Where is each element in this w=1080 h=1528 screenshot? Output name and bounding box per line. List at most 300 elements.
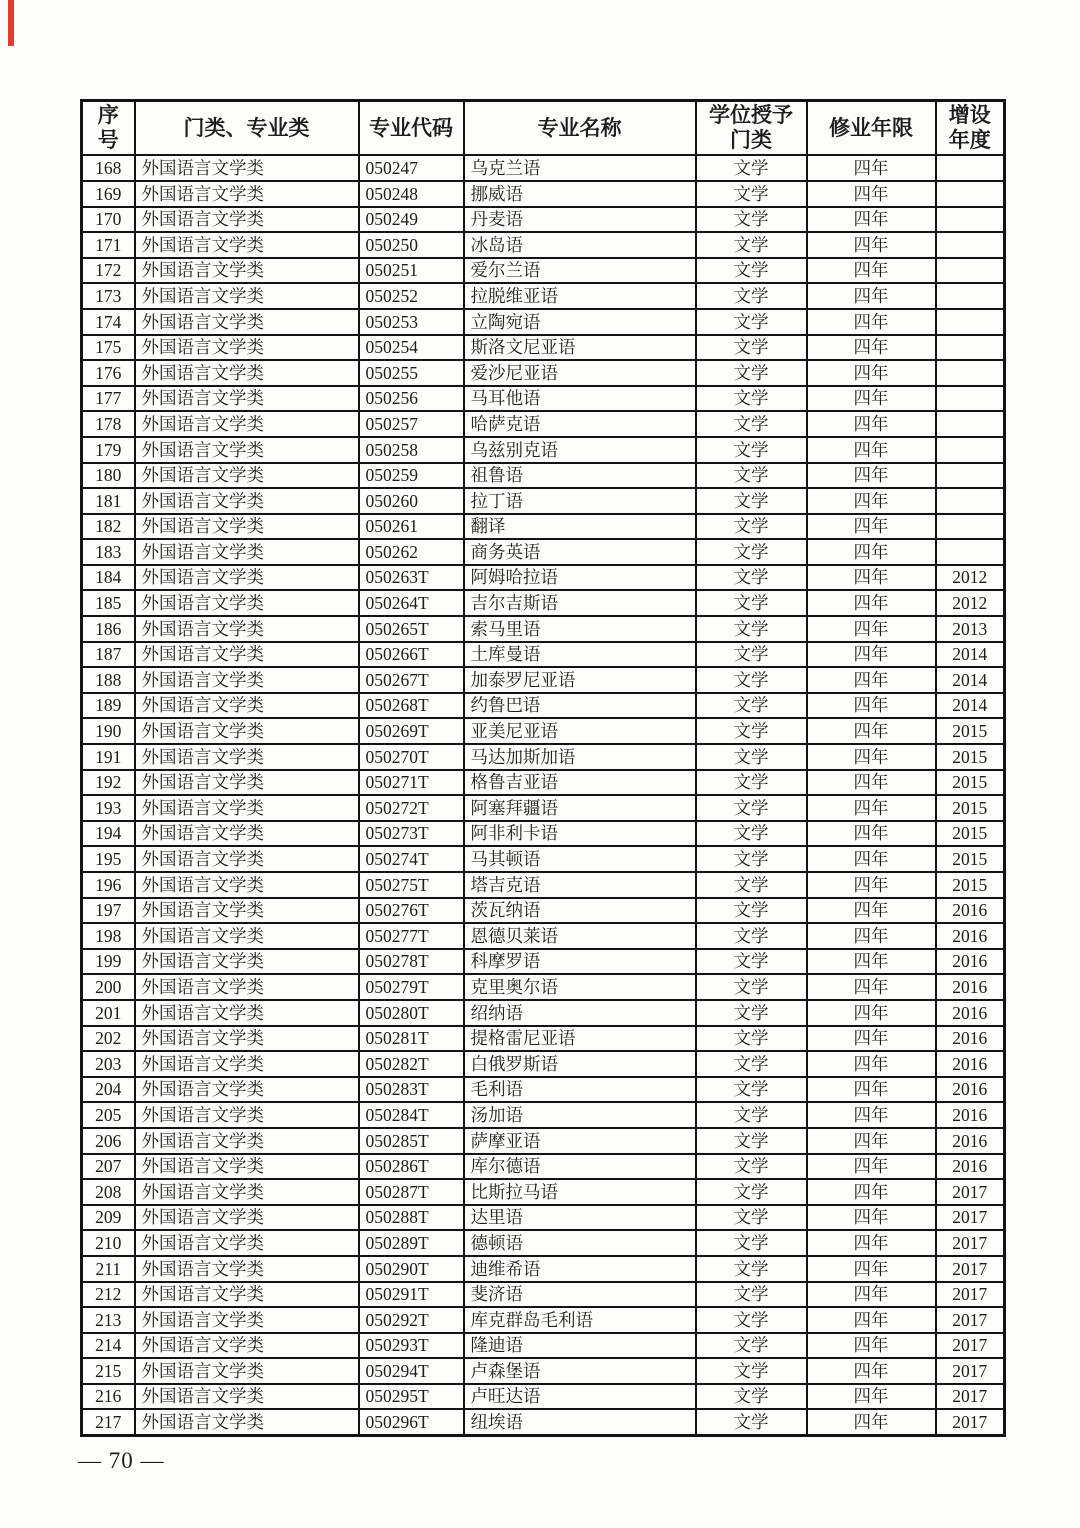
cell-name: 土库曼语	[464, 642, 696, 668]
cell-seq: 175	[82, 335, 135, 361]
cell-category: 外国语言文学类	[135, 309, 359, 335]
cell-name: 立陶宛语	[464, 309, 696, 335]
cell-year-added: 2016	[936, 1051, 1005, 1077]
cell-study-years: 四年	[807, 846, 936, 872]
cell-seq: 217	[82, 1409, 135, 1435]
cell-name: 马达加斯加语	[464, 744, 696, 770]
cell-seq: 200	[82, 974, 135, 1000]
cell-degree-category: 文学	[696, 744, 807, 770]
cell-year-added	[936, 386, 1005, 412]
table-row	[82, 283, 1005, 309]
cell-code: 050286T	[359, 1154, 464, 1180]
cell-study-years: 四年	[807, 1077, 936, 1103]
table-row	[82, 155, 1005, 181]
cell-name: 商务英语	[464, 539, 696, 565]
cell-study-years: 四年	[807, 258, 936, 284]
cell-seq: 197	[82, 898, 135, 924]
cell-degree-category: 文学	[696, 1000, 807, 1026]
cell-study-years: 四年	[807, 1026, 936, 1052]
cell-category: 外国语言文学类	[135, 1333, 359, 1359]
cell-year-added	[936, 437, 1005, 463]
cell-category: 外国语言文学类	[135, 488, 359, 514]
cell-year-added: 2012	[936, 590, 1005, 616]
cell-degree-category: 文学	[696, 181, 807, 207]
cell-year-added: 2017	[936, 1409, 1005, 1435]
cell-degree-category: 文学	[696, 1307, 807, 1333]
table-row	[82, 1384, 1005, 1410]
cell-name: 库克群岛毛利语	[464, 1307, 696, 1333]
cell-seq: 210	[82, 1230, 135, 1256]
cell-degree-category: 文学	[696, 463, 807, 489]
cell-seq: 192	[82, 770, 135, 796]
header-category: 门类、专业类	[135, 101, 359, 156]
cell-study-years: 四年	[807, 539, 936, 565]
cell-study-years: 四年	[807, 1358, 936, 1384]
cell-code: 050265T	[359, 616, 464, 642]
cell-code: 050262	[359, 539, 464, 565]
cell-code: 050263T	[359, 565, 464, 591]
cell-category: 外国语言文学类	[135, 335, 359, 361]
cell-category: 外国语言文学类	[135, 1307, 359, 1333]
table-row	[82, 514, 1005, 540]
cell-year-added	[936, 360, 1005, 386]
table-row	[82, 1205, 1005, 1231]
cell-year-added	[936, 258, 1005, 284]
cell-name: 拉丁语	[464, 488, 696, 514]
cell-code: 050257	[359, 411, 464, 437]
cell-code: 050269T	[359, 718, 464, 744]
cell-name: 乌兹别克语	[464, 437, 696, 463]
cell-seq: 203	[82, 1051, 135, 1077]
table-row	[82, 539, 1005, 565]
cell-study-years: 四年	[807, 1230, 936, 1256]
cell-degree-category: 文学	[696, 1077, 807, 1103]
table-row	[82, 1051, 1005, 1077]
cell-seq: 172	[82, 258, 135, 284]
table-row	[82, 693, 1005, 719]
cell-category: 外国语言文学类	[135, 1256, 359, 1282]
cell-year-added: 2017	[936, 1307, 1005, 1333]
table-row	[82, 1230, 1005, 1256]
cell-year-added	[936, 232, 1005, 258]
cell-degree-category: 文学	[696, 437, 807, 463]
cell-year-added: 2015	[936, 718, 1005, 744]
cell-seq: 216	[82, 1384, 135, 1410]
cell-code: 050284T	[359, 1102, 464, 1128]
cell-name: 阿非利卡语	[464, 821, 696, 847]
cell-name: 德顿语	[464, 1230, 696, 1256]
cell-degree-category: 文学	[696, 1205, 807, 1231]
cell-seq: 215	[82, 1358, 135, 1384]
cell-category: 外国语言文学类	[135, 770, 359, 796]
cell-year-added: 2016	[936, 1154, 1005, 1180]
cell-degree-category: 文学	[696, 1051, 807, 1077]
cell-name: 拉脱维亚语	[464, 283, 696, 309]
cell-study-years: 四年	[807, 872, 936, 898]
table-row	[82, 1333, 1005, 1359]
cell-year-added: 2017	[936, 1333, 1005, 1359]
cell-seq: 182	[82, 514, 135, 540]
cell-study-years: 四年	[807, 437, 936, 463]
cell-seq: 214	[82, 1333, 135, 1359]
cell-name: 吉尔吉斯语	[464, 590, 696, 616]
cell-category: 外国语言文学类	[135, 616, 359, 642]
cell-category: 外国语言文学类	[135, 795, 359, 821]
cell-degree-category: 文学	[696, 1230, 807, 1256]
cell-study-years: 四年	[807, 155, 936, 181]
cell-code: 050253	[359, 309, 464, 335]
header-degree-category: 学位授予门类	[696, 101, 807, 156]
cell-seq: 205	[82, 1102, 135, 1128]
table-row	[82, 1409, 1005, 1435]
cell-name: 爱尔兰语	[464, 258, 696, 284]
cell-seq: 199	[82, 949, 135, 975]
cell-code: 050290T	[359, 1256, 464, 1282]
cell-code: 050256	[359, 386, 464, 412]
table-row	[82, 1307, 1005, 1333]
cell-seq: 184	[82, 565, 135, 591]
cell-name: 约鲁巴语	[464, 693, 696, 719]
cell-category: 外国语言文学类	[135, 1358, 359, 1384]
cell-category: 外国语言文学类	[135, 1051, 359, 1077]
cell-name: 阿塞拜疆语	[464, 795, 696, 821]
cell-study-years: 四年	[807, 770, 936, 796]
cell-study-years: 四年	[807, 693, 936, 719]
table-row	[82, 1026, 1005, 1052]
cell-degree-category: 文学	[696, 642, 807, 668]
cell-seq: 206	[82, 1128, 135, 1154]
cell-degree-category: 文学	[696, 1154, 807, 1180]
cell-seq: 212	[82, 1282, 135, 1308]
cell-study-years: 四年	[807, 590, 936, 616]
cell-study-years: 四年	[807, 642, 936, 668]
cell-degree-category: 文学	[696, 693, 807, 719]
table-row	[82, 360, 1005, 386]
cell-seq: 170	[82, 207, 135, 233]
cell-code: 050270T	[359, 744, 464, 770]
cell-category: 外国语言文学类	[135, 974, 359, 1000]
cell-seq: 190	[82, 718, 135, 744]
cell-year-added: 2015	[936, 821, 1005, 847]
cell-degree-category: 文学	[696, 1102, 807, 1128]
cell-degree-category: 文学	[696, 1179, 807, 1205]
cell-name: 提格雷尼亚语	[464, 1026, 696, 1052]
table-row	[82, 1256, 1005, 1282]
cell-name: 隆迪语	[464, 1333, 696, 1359]
cell-study-years: 四年	[807, 488, 936, 514]
cell-code: 050251	[359, 258, 464, 284]
cell-code: 050273T	[359, 821, 464, 847]
table-row	[82, 846, 1005, 872]
cell-category: 外国语言文学类	[135, 437, 359, 463]
cell-degree-category: 文学	[696, 1282, 807, 1308]
cell-degree-category: 文学	[696, 923, 807, 949]
cell-study-years: 四年	[807, 309, 936, 335]
cell-category: 外国语言文学类	[135, 1000, 359, 1026]
cell-code: 050279T	[359, 974, 464, 1000]
cell-seq: 180	[82, 463, 135, 489]
cell-code: 050250	[359, 232, 464, 258]
cell-degree-category: 文学	[696, 872, 807, 898]
cell-degree-category: 文学	[696, 232, 807, 258]
cell-code: 050260	[359, 488, 464, 514]
cell-name: 哈萨克语	[464, 411, 696, 437]
table-row	[82, 207, 1005, 233]
cell-category: 外国语言文学类	[135, 232, 359, 258]
cell-study-years: 四年	[807, 616, 936, 642]
table-row	[82, 437, 1005, 463]
cell-category: 外国语言文学类	[135, 1102, 359, 1128]
cell-degree-category: 文学	[696, 1026, 807, 1052]
cell-code: 050264T	[359, 590, 464, 616]
cell-seq: 194	[82, 821, 135, 847]
cell-degree-category: 文学	[696, 1256, 807, 1282]
header-code: 专业代码	[359, 101, 464, 156]
red-accent-mark	[8, 0, 14, 46]
cell-year-added: 2015	[936, 744, 1005, 770]
cell-study-years: 四年	[807, 360, 936, 386]
cell-category: 外国语言文学类	[135, 642, 359, 668]
cell-study-years: 四年	[807, 1333, 936, 1359]
cell-year-added: 2016	[936, 1026, 1005, 1052]
cell-name: 卢森堡语	[464, 1358, 696, 1384]
cell-name: 冰岛语	[464, 232, 696, 258]
table-row	[82, 258, 1005, 284]
cell-code: 050268T	[359, 693, 464, 719]
cell-name: 迪维希语	[464, 1256, 696, 1282]
cell-name: 达里语	[464, 1205, 696, 1231]
cell-seq: 174	[82, 309, 135, 335]
cell-year-added: 2017	[936, 1205, 1005, 1231]
cell-name: 卢旺达语	[464, 1384, 696, 1410]
cell-degree-category: 文学	[696, 283, 807, 309]
cell-study-years: 四年	[807, 386, 936, 412]
cell-seq: 177	[82, 386, 135, 412]
cell-study-years: 四年	[807, 821, 936, 847]
cell-category: 外国语言文学类	[135, 821, 359, 847]
table-row	[82, 309, 1005, 335]
table-row	[82, 232, 1005, 258]
cell-code: 050285T	[359, 1128, 464, 1154]
cell-category: 外国语言文学类	[135, 1282, 359, 1308]
cell-name: 斐济语	[464, 1282, 696, 1308]
cell-category: 外国语言文学类	[135, 1128, 359, 1154]
cell-seq: 187	[82, 642, 135, 668]
cell-code: 050282T	[359, 1051, 464, 1077]
table-row	[82, 386, 1005, 412]
cell-seq: 211	[82, 1256, 135, 1282]
cell-degree-category: 文学	[696, 309, 807, 335]
cell-year-added: 2016	[936, 898, 1005, 924]
cell-category: 外国语言文学类	[135, 514, 359, 540]
cell-degree-category: 文学	[696, 1128, 807, 1154]
table-row	[82, 718, 1005, 744]
cell-degree-category: 文学	[696, 360, 807, 386]
cell-code: 050283T	[359, 1077, 464, 1103]
cell-code: 050275T	[359, 872, 464, 898]
cell-category: 外国语言文学类	[135, 565, 359, 591]
cell-year-added: 2017	[936, 1256, 1005, 1282]
cell-category: 外国语言文学类	[135, 718, 359, 744]
cell-seq: 185	[82, 590, 135, 616]
cell-study-years: 四年	[807, 744, 936, 770]
cell-degree-category: 文学	[696, 488, 807, 514]
cell-seq: 196	[82, 872, 135, 898]
cell-name: 马其顿语	[464, 846, 696, 872]
cell-category: 外国语言文学类	[135, 846, 359, 872]
cell-name: 乌克兰语	[464, 155, 696, 181]
cell-seq: 195	[82, 846, 135, 872]
table-row	[82, 1358, 1005, 1384]
cell-study-years: 四年	[807, 667, 936, 693]
cell-study-years: 四年	[807, 923, 936, 949]
cell-category: 外国语言文学类	[135, 872, 359, 898]
cell-seq: 179	[82, 437, 135, 463]
cell-category: 外国语言文学类	[135, 360, 359, 386]
cell-category: 外国语言文学类	[135, 1026, 359, 1052]
cell-name: 毛利语	[464, 1077, 696, 1103]
cell-code: 050291T	[359, 1282, 464, 1308]
cell-code: 050249	[359, 207, 464, 233]
cell-name: 恩德贝莱语	[464, 923, 696, 949]
cell-name: 阿姆哈拉语	[464, 565, 696, 591]
cell-code: 050293T	[359, 1333, 464, 1359]
cell-year-added: 2016	[936, 1102, 1005, 1128]
cell-seq: 183	[82, 539, 135, 565]
cell-category: 外国语言文学类	[135, 207, 359, 233]
cell-code: 050278T	[359, 949, 464, 975]
cell-study-years: 四年	[807, 1205, 936, 1231]
table-body	[82, 155, 1005, 1435]
cell-code: 050294T	[359, 1358, 464, 1384]
cell-code: 050274T	[359, 846, 464, 872]
cell-code: 050267T	[359, 667, 464, 693]
cell-seq: 202	[82, 1026, 135, 1052]
cell-name: 斯洛文尼亚语	[464, 335, 696, 361]
cell-code: 050247	[359, 155, 464, 181]
cell-study-years: 四年	[807, 1307, 936, 1333]
cell-year-added	[936, 335, 1005, 361]
cell-year-added: 2015	[936, 846, 1005, 872]
cell-study-years: 四年	[807, 1154, 936, 1180]
table-row	[82, 1179, 1005, 1205]
cell-study-years: 四年	[807, 1409, 936, 1435]
cell-category: 外国语言文学类	[135, 1384, 359, 1410]
cell-seq: 213	[82, 1307, 135, 1333]
cell-study-years: 四年	[807, 283, 936, 309]
table-header	[82, 101, 1005, 156]
table-row	[82, 898, 1005, 924]
cell-degree-category: 文学	[696, 539, 807, 565]
cell-year-added: 2015	[936, 770, 1005, 796]
cell-study-years: 四年	[807, 1256, 936, 1282]
cell-degree-category: 文学	[696, 667, 807, 693]
table-row	[82, 872, 1005, 898]
cell-year-added: 2014	[936, 667, 1005, 693]
table-row	[82, 949, 1005, 975]
cell-study-years: 四年	[807, 463, 936, 489]
cell-code: 050276T	[359, 898, 464, 924]
cell-year-added: 2017	[936, 1179, 1005, 1205]
table-row	[82, 616, 1005, 642]
cell-name: 塔吉克语	[464, 872, 696, 898]
cell-degree-category: 文学	[696, 616, 807, 642]
cell-year-added	[936, 309, 1005, 335]
page-number: — 70 —	[78, 1448, 165, 1473]
cell-code: 050296T	[359, 1409, 464, 1435]
cell-year-added	[936, 514, 1005, 540]
cell-code: 050292T	[359, 1307, 464, 1333]
cell-code: 050248	[359, 181, 464, 207]
cell-name: 格鲁吉亚语	[464, 770, 696, 796]
cell-seq: 189	[82, 693, 135, 719]
table-row	[82, 565, 1005, 591]
cell-seq: 171	[82, 232, 135, 258]
cell-degree-category: 文学	[696, 155, 807, 181]
cell-year-added: 2014	[936, 693, 1005, 719]
cell-name: 祖鲁语	[464, 463, 696, 489]
table-row	[82, 821, 1005, 847]
cell-seq: 173	[82, 283, 135, 309]
cell-study-years: 四年	[807, 795, 936, 821]
cell-year-added	[936, 488, 1005, 514]
table-row	[82, 1102, 1005, 1128]
table-row	[82, 795, 1005, 821]
majors-table	[80, 99, 1006, 1437]
cell-degree-category: 文学	[696, 1409, 807, 1435]
cell-seq: 191	[82, 744, 135, 770]
table-row	[82, 335, 1005, 361]
cell-seq: 198	[82, 923, 135, 949]
cell-code: 050254	[359, 335, 464, 361]
cell-seq: 176	[82, 360, 135, 386]
cell-degree-category: 文学	[696, 1358, 807, 1384]
table-row	[82, 744, 1005, 770]
cell-year-added: 2016	[936, 1077, 1005, 1103]
cell-category: 外国语言文学类	[135, 1154, 359, 1180]
cell-code: 050252	[359, 283, 464, 309]
cell-degree-category: 文学	[696, 258, 807, 284]
cell-seq: 181	[82, 488, 135, 514]
cell-name: 马耳他语	[464, 386, 696, 412]
cell-study-years: 四年	[807, 1282, 936, 1308]
cell-study-years: 四年	[807, 1102, 936, 1128]
cell-degree-category: 文学	[696, 974, 807, 1000]
cell-degree-category: 文学	[696, 770, 807, 796]
cell-code: 050287T	[359, 1179, 464, 1205]
table-row	[82, 411, 1005, 437]
table-row	[82, 770, 1005, 796]
cell-code: 050295T	[359, 1384, 464, 1410]
cell-year-added: 2017	[936, 1384, 1005, 1410]
cell-name: 库尔德语	[464, 1154, 696, 1180]
cell-category: 外国语言文学类	[135, 898, 359, 924]
cell-study-years: 四年	[807, 181, 936, 207]
cell-name: 绍纳语	[464, 1000, 696, 1026]
cell-year-added: 2015	[936, 795, 1005, 821]
cell-category: 外国语言文学类	[135, 1205, 359, 1231]
cell-degree-category: 文学	[696, 1333, 807, 1359]
cell-category: 外国语言文学类	[135, 155, 359, 181]
cell-year-added: 2016	[936, 1000, 1005, 1026]
cell-degree-category: 文学	[696, 1384, 807, 1410]
cell-study-years: 四年	[807, 1051, 936, 1077]
cell-degree-category: 文学	[696, 795, 807, 821]
cell-category: 外国语言文学类	[135, 1230, 359, 1256]
cell-category: 外国语言文学类	[135, 283, 359, 309]
table-row	[82, 1282, 1005, 1308]
table-row	[82, 463, 1005, 489]
